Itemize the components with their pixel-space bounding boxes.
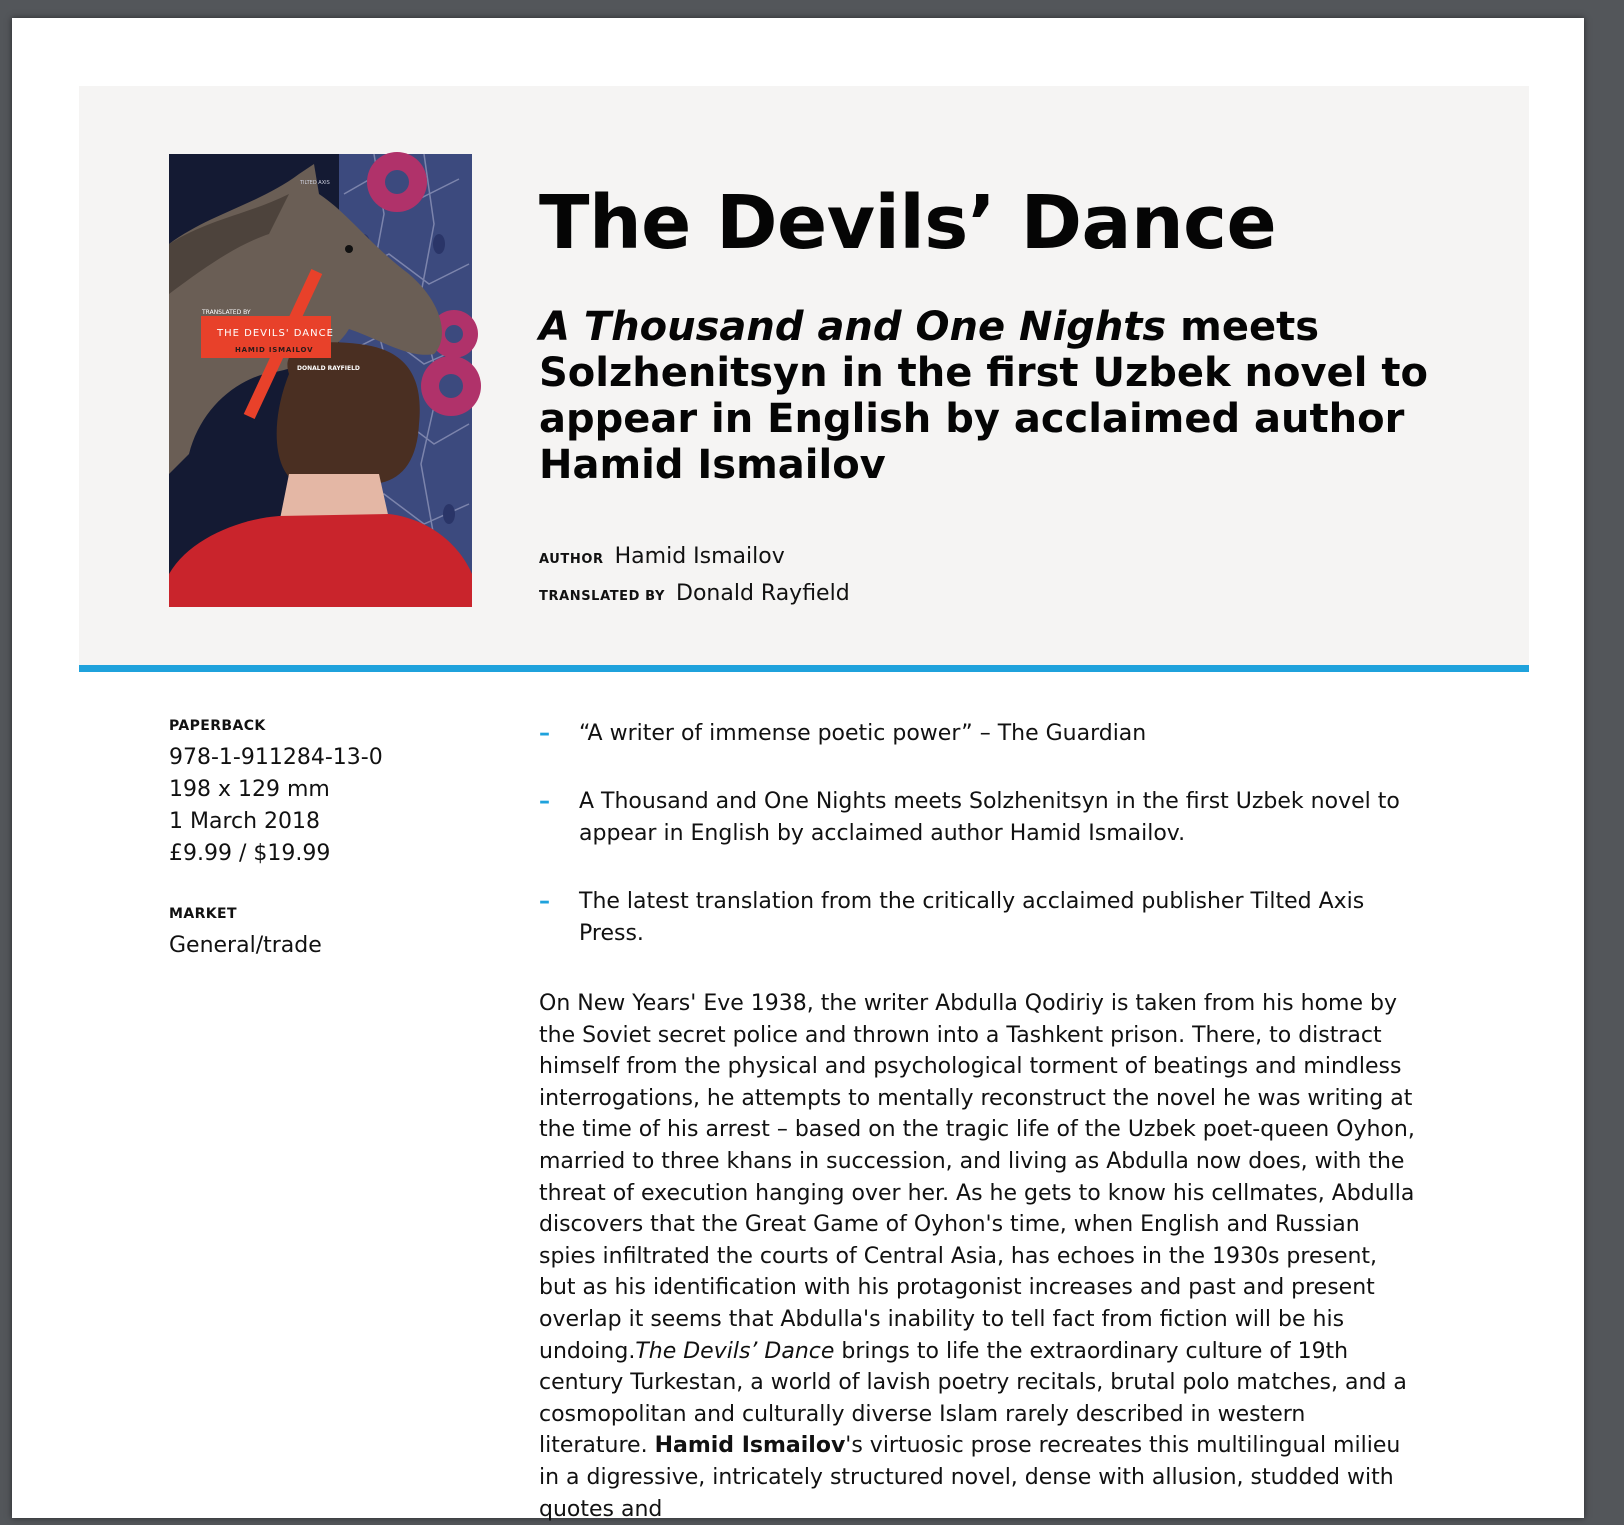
dash-icon: – <box>539 789 550 814</box>
subtitle-rest: meets Solzhenitsyn in the first Uzbek novel to appear in English by acclaimed author Hamid Ismailov <box>539 304 1428 488</box>
format-label: PAPERBACK <box>169 718 266 734</box>
description-part-1: On New Years' Eve 1938, the writer Abdulla Qodiriy is taken from his home by the Soviet secret police and thrown into a Tashkent prison. There, to distract himself from the physical and psychological torment of beatings and mindless interrogations, he attempts to mentally reconstruct the novel he was writing at the time of his arrest – based on the tragic life of the Uzbek poet-queen Oyhon, married to three khans in succession, and living as Abdulla now does, with the threat of execution hanging over her. As he gets to know his cellmates, Abdulla discovers that the Great Game of Oyhon's time, when English and Russian spies infiltrated the courts of Central Asia, has echoes in the 1930s present, but as his identification with his protagonist increases and past and present overlap it seems that Abdulla's inability to tell fact from fiction will be his undoing. <box>539 991 1415 1364</box>
translator-line <box>539 577 850 614</box>
translator-label: TRANSLATED BY <box>539 589 665 604</box>
price: £9.99 / $19.99 <box>169 841 331 866</box>
author-label: AUTHOR <box>539 552 604 567</box>
cover-publisher-mark: TILTED AXIS <box>300 180 330 186</box>
description-part-2: brings to life the extraordinary culture of 19th century Turkestan, a world of lavish poetry recitals, brutal polo matches, and a cosmopolitan and culturally diverse Islam rarely described in western literature. <box>539 1338 1407 1459</box>
translator-name: Donald Rayfield <box>676 581 850 606</box>
dimensions: 198 x 129 mm <box>169 777 330 802</box>
cover-title: THE DEVILS' DANCE <box>217 328 334 339</box>
description-part-3: 's virtuosic prose recreates this multilingual milieu in a digressive, intricately structured novel, dense with allusion, studded with quotes and <box>539 1433 1401 1522</box>
dash-icon: – <box>539 889 550 914</box>
book-details <box>169 718 489 962</box>
author-line <box>539 540 850 577</box>
market-block <box>169 906 489 962</box>
credits <box>539 540 850 614</box>
book-subtitle <box>539 304 1439 488</box>
document-page <box>12 18 1584 1522</box>
cover-author: HAMID ISMAILOV <box>235 346 314 354</box>
cover-translator: DONALD RAYFIELD <box>297 365 360 372</box>
format-block <box>169 718 489 870</box>
main-content <box>539 718 1419 1525</box>
list-item <box>539 718 1419 750</box>
list-item <box>539 786 1419 850</box>
cover-translated-by: TRANSLATED BY <box>202 309 251 316</box>
bullet-text: A Thousand and One Nights meets Solzhenitsyn in the first Uzbek novel to appear in English by acclaimed author Hamid Ismailov. <box>579 789 1400 846</box>
bullet-text: “A writer of immense poetic power” – The Guardian <box>579 721 1147 746</box>
list-item <box>539 886 1419 950</box>
market-value: General/trade <box>169 933 322 958</box>
book-cover-image <box>169 154 472 607</box>
description-bold-name: Hamid Ismailov <box>654 1433 846 1459</box>
author-name: Hamid Ismailov <box>614 544 785 569</box>
market-label: MARKET <box>169 906 237 922</box>
subtitle-italic: A Thousand and One Nights <box>539 304 1167 350</box>
description-paragraph <box>539 988 1419 1525</box>
highlights-list <box>539 718 1419 950</box>
publication-date: 1 March 2018 <box>169 809 321 834</box>
dash-icon: – <box>539 721 550 746</box>
description-italic-title: The Devils’ Dance <box>635 1338 835 1364</box>
book-title: The Devils’ Dance <box>539 180 1277 266</box>
isbn: 978-1-911284-13-0 <box>169 745 383 770</box>
bullet-text: The latest translation from the critically acclaimed publisher Tilted Axis Press. <box>579 889 1365 946</box>
